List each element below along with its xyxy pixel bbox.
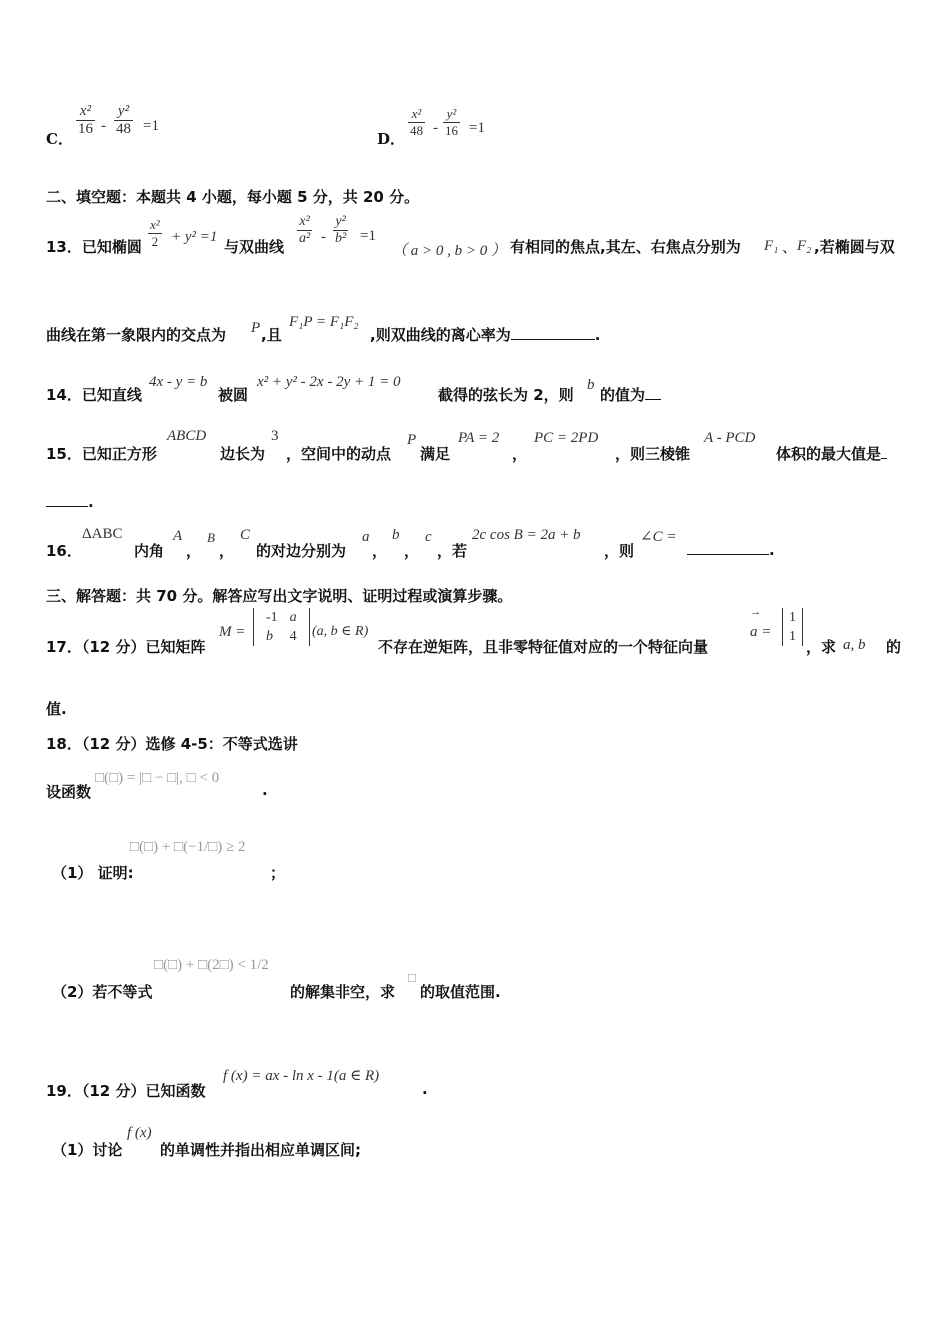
q13-hyperbola-equals: =1 — [360, 228, 376, 244]
q13-ellipse-fraction: x² 2 — [150, 217, 160, 249]
q13-and: ,且 — [261, 326, 282, 344]
q14-mid: 被圆 — [218, 386, 249, 404]
q17-post: ，求 — [806, 638, 837, 656]
q16-comma-4: ， — [404, 542, 420, 560]
q15-answer-blank-end[interactable] — [881, 444, 887, 459]
q19-title: 19．（12 分）已知函数 — [46, 1082, 206, 1100]
q19-period: . — [422, 1080, 428, 1098]
q13-point-p: P — [251, 320, 261, 336]
option-d-fraction-1: x² 48 — [410, 106, 423, 138]
q17-matrix-name: M = — [219, 624, 246, 640]
q13-f1: F₁ — [764, 238, 779, 254]
q13-prefix: 13．已知椭圆 — [46, 238, 142, 256]
q16-comma-3: ， — [372, 542, 388, 560]
q13-condition-2: F₁P = F₁F₂ — [289, 314, 359, 330]
q16-number: 16． — [46, 542, 82, 560]
q16-comma-2: ， — [219, 542, 235, 560]
q14-post: 截得的弦长为 2，则 — [438, 386, 574, 404]
q16-triangle: ΔABC — [82, 526, 123, 542]
q16-angle-a: A — [173, 528, 183, 544]
q18-part1-label: （1） 证明: — [52, 864, 134, 882]
q18-part1-expression: □(□) + □(−1/□) ≥ 2 — [130, 839, 246, 855]
q15-p: P — [407, 432, 417, 448]
q13-hyperbola-fraction-2: y² b² — [335, 214, 347, 246]
q13-answer-blank[interactable] — [511, 325, 595, 340]
q18-part1-end: ； — [270, 864, 286, 882]
q13-tail: ,若椭圆与双 — [814, 238, 895, 256]
option-d-equals: =1 — [469, 120, 485, 136]
q13-separator: 、 — [782, 238, 798, 256]
q18-part2-mid: 的解集非空，求 — [290, 983, 396, 1001]
q18-part2-box: □ — [408, 970, 416, 985]
q18-part2-end: 的取值范围. — [420, 983, 501, 1001]
q16-comma-1: ， — [186, 542, 202, 560]
q15-text-5: 体积的最大值是 — [776, 443, 887, 464]
q17-line2: 值. — [46, 700, 67, 718]
q19-part1-f: f (x) — [127, 1125, 152, 1141]
q14-answer-blank[interactable] — [645, 385, 661, 400]
q17-ab: a, b — [843, 637, 866, 653]
q19-part1-text: 的单调性并指出相应单调区间; — [160, 1141, 361, 1159]
q13-hyperbola-minus: - — [321, 229, 326, 245]
q13-condition: （ a > 0 , b > 0 ） — [392, 243, 506, 259]
q17-condition: (a, b ∈ R) — [312, 624, 369, 639]
q17-tail: 的 — [886, 638, 902, 656]
q16-text-3: ，若 — [437, 542, 468, 560]
q16-side-c: c — [425, 529, 432, 545]
q16-answer-blank[interactable] — [687, 540, 769, 555]
q16-side-b: b — [392, 527, 400, 543]
option-c-minus: - — [101, 118, 106, 134]
option-c-fraction-1: x² 16 — [78, 103, 93, 137]
option-d-label: D． — [377, 130, 406, 148]
q18-title: 18．（12 分）选修 4-5：不等式选讲 — [46, 735, 298, 753]
option-d-fraction-2: y² 16 — [445, 106, 458, 138]
q15-pc: PC = 2PD — [534, 430, 599, 446]
q13-line2-prefix: 曲线在第一象限内的交点为 — [46, 326, 227, 344]
q16-text-2: 的对边分别为 — [256, 542, 347, 560]
q15-text-3: 满足 — [420, 445, 451, 463]
q17-prefix: 17．（12 分）已知矩阵 — [46, 638, 206, 656]
q18-period: . — [262, 781, 268, 799]
q17-vector: 1 1 — [782, 608, 803, 646]
q16-side-a: a — [362, 529, 370, 545]
q13-f2: F₂ — [797, 238, 812, 254]
q18-set-function: 设函数 — [46, 783, 92, 801]
option-c-label: C． — [46, 130, 73, 148]
option-c-equals: =1 — [143, 118, 159, 134]
q14-tail: 的值为 — [600, 384, 661, 405]
q14-b: b — [587, 377, 595, 393]
q13-mid: 与双曲线 — [224, 238, 285, 256]
q15-abcd: ABCD — [167, 428, 207, 444]
q17-matrix: -1 a b 4 — [253, 608, 310, 646]
q15-apcd: A - PCD — [704, 430, 756, 446]
q18-part2-expression: □(□) + □(2□) < 1/2 — [154, 957, 269, 973]
q15-text-4: ，则三棱锥 — [615, 445, 691, 463]
option-c-fraction-2: y² 48 — [116, 103, 131, 137]
section-2-heading: 二、填空题：本题共 4 小题，每小题 5 分，共 20 分。 — [46, 188, 420, 206]
option-d-minus: - — [433, 120, 438, 136]
q14-circle-equation: x² + y² - 2x - 2y + 1 = 0 — [257, 374, 401, 390]
q16-equation: 2c cos B = 2a + b — [472, 527, 581, 543]
q18-function-definition: □(□) = |□ − □|, □ < 0 — [95, 770, 220, 786]
q16-text-4: ，则 — [604, 542, 635, 560]
q16-tail: . — [687, 540, 775, 559]
q15-pa: PA = 2 — [458, 430, 500, 446]
q14-prefix: 14．已知直线 — [46, 386, 142, 404]
section-3-heading: 三、解答题：共 70 分。解答应写出文字说明、证明过程或演算步骤。 — [46, 587, 513, 605]
q17-vector-arrow: → — [750, 606, 761, 618]
q19-part1-label: （1）讨论 — [52, 1141, 123, 1159]
q15-answer-blank[interactable] — [46, 492, 88, 507]
q14-line-equation: 4x - y = b — [149, 374, 208, 390]
q19-function: f (x) = ax - ln x - 1(a ∈ R) — [223, 1068, 380, 1084]
q13-ellipse-rest: + y² =1 — [171, 229, 218, 245]
q16-angle-b: B — [207, 530, 215, 545]
q15-text-2: ，空间中的动点 — [286, 445, 392, 463]
q15-text-1: 边长为 — [220, 445, 266, 463]
q15-comma: ， — [512, 445, 528, 463]
q15-line2: . — [46, 492, 94, 511]
q17-mid: 不存在逆矩阵，且非零特征值对应的一个特征向量 — [378, 638, 709, 656]
q13-hyperbola-fraction-1: x² a² — [299, 214, 311, 246]
q16-angle-c: C — [240, 527, 251, 543]
q17-vector-name: a = — [750, 624, 772, 640]
q16-text-1: 内角 — [134, 542, 165, 560]
q18-part2-label: （2）若不等式 — [52, 983, 153, 1001]
q13-post: 有相同的焦点,其左、右焦点分别为 — [510, 238, 741, 256]
q13-line2-post: ,则双曲线的离心率为 . — [370, 326, 601, 344]
q15-prefix: 15．已知正方形 — [46, 445, 157, 463]
q16-angle-c-eq: ∠C = — [640, 529, 677, 545]
q15-three: 3 — [271, 428, 279, 444]
